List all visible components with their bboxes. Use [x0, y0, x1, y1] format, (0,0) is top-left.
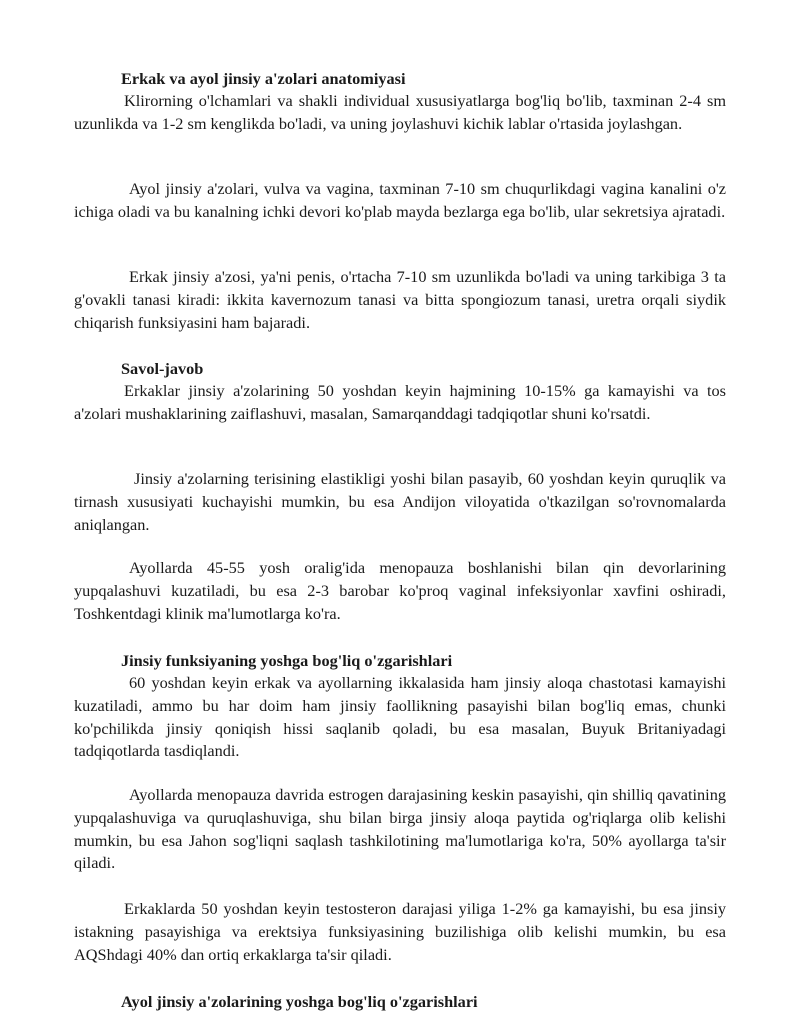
paragraph-male-aging: Erkaklar jinsiy a'zolarining 50 yoshdan keyin hajmining 10-15% ga kamayishi va tos a'zolari mushaklarining zaiflashuvi, masalan, Samarqanddagi tadqiqotlar shuni ko'rsatdi.: [74, 381, 726, 423]
paragraph-female-organs: Ayol jinsiy a'zolari, vulva va vagina, taxminan 7-10 sm chuqurlikdagi vagina kanalini o'z ichiga oladi va bu kanalning ichki devori ko'plab mayda bezlarga ega bo'lib, ular sekretsiya ajratadi.: [74, 179, 726, 221]
paragraph-estrogen: Ayollarda menopauza davrida estrogen darajasining keskin pasayishi, qin shilliq qavatining yupqalashuviga va quruqlashuviga, shu bilan birga jinsiy aloqa paytida og'riqlarga olib kelishi mumkin, bu esa Jahon sog'liqni saqlash tashkilotining ma'lumotlariga ko'ra, 50% ayollarga ta'sir qiladi.: [74, 785, 726, 873]
paragraph-skin-elasticity: Jinsiy a'zolarning terisining elastikligi yoshi bilan pasayib, 60 yoshdan keyin quruqlik va tirnash xususiyati kuchayishi mumkin, bu esa Andijon viloyatida o'tkazilgan so'rovnomalarda aniqlangan.: [74, 469, 726, 534]
section-heading-qa: Savol-javob: [121, 359, 204, 378]
paragraph-menopause: Ayollarda 45-55 yosh oralig'ida menopauza boshlanishi bilan qin devorlarining yupqalashuvi kuzatiladi, bu esa 2-3 barobar ko'proq vaginal infeksiyonlar xavfini oshiradi, Toshkentdagi klinik ma'lumotlarga ko'ra.: [74, 558, 726, 623]
paragraph-male-organ: Erkak jinsiy a'zosi, ya'ni penis, o'rtacha 7-10 sm uzunlikda bo'ladi va uning tarkibiga 3 ta g'ovakli tanasi kiradi: ikkita kavernozum tanasi va bitta spongiozum tanasi, uretra orqali siydik chiqarish funksiyasini ham bajaradi.: [74, 267, 726, 332]
section-heading-female-aging: Ayol jinsiy a'zolarining yoshga bog'liq o'zgarishlari: [121, 992, 478, 1011]
paragraph-clitoris: Klirorning o'lchamlari va shakli individual xususiyatlarga bog'liq bo'lib, taxminan 2-4 sm uzunlikda va 1-2 sm kenglikda bo'ladi, va uning joylashuvi kichik lablar o'rtasida joylashgan.: [74, 91, 726, 133]
paragraph-testosterone: Erkaklarda 50 yoshdan keyin testosteron darajasi yiliga 1-2% ga kamayishi, bu esa jinsiy istakning pasayishiga va erektsiya funksiyasining buzilishiga olib kelishi mumkin, bu esa AQShdagi 40% dan ortiq erkaklarga ta'sir qiladi.: [74, 899, 726, 964]
paragraph-frequency: 60 yoshdan keyin erkak va ayollarning ikkalasida ham jinsiy aloqa chastotasi kamayishi kuzatiladi, ammo bu har doim ham jinsiy faollikning pasayishi bilan bog'liq emas, chunki ko'pchilikda jinsiy qoniqish hissi saqlanib qoladi, bu esa masalan, Buyuk Britaniyadagi tadqiqotlarda tasdiqlandi.: [74, 673, 726, 761]
section-heading-function: Jinsiy funksiyaning yoshga bog'liq o'zgarishlari: [121, 651, 453, 670]
section-heading-anatomy: Erkak va ayol jinsiy a'zolari anatomiyasi: [121, 69, 406, 88]
